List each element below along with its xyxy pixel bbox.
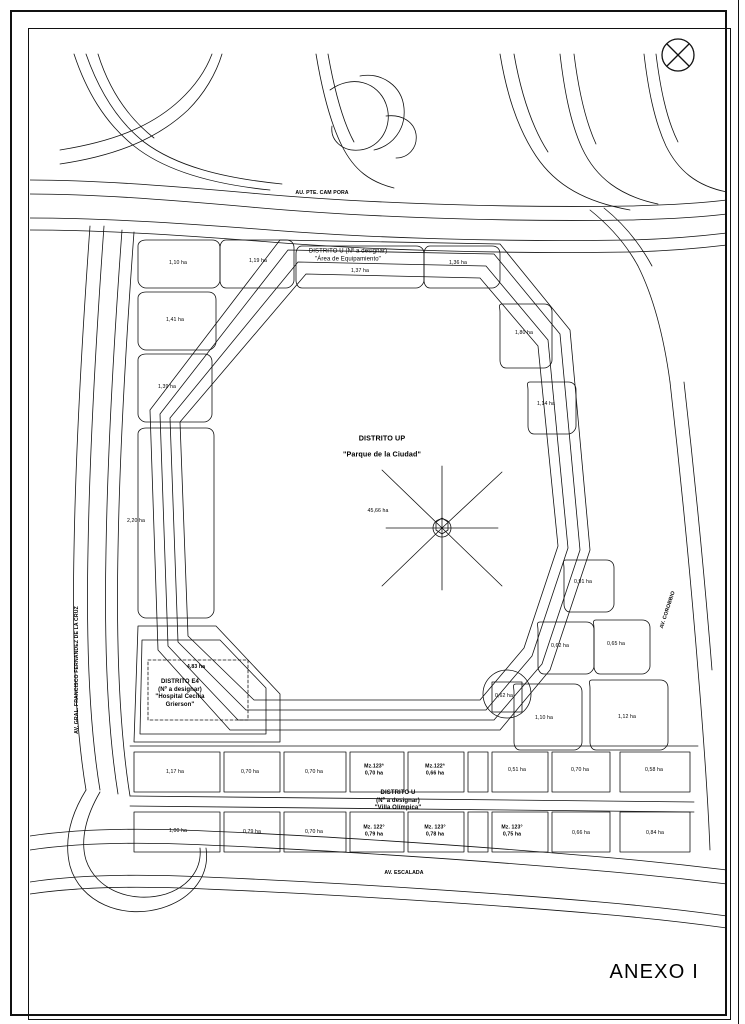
parcel-area-label: 0,51 ha — [507, 766, 527, 773]
manzana-area: 0,66 ha — [425, 770, 445, 776]
district-line: (Nº a designar) — [376, 797, 420, 804]
manzana-label — [424, 825, 445, 838]
parcel-area-label: 4,83 ha — [186, 663, 206, 670]
manzana-label — [364, 764, 384, 777]
district-line: "Hospital Cecilia — [155, 694, 205, 700]
district-line: DISTRITO E4 — [160, 679, 199, 685]
parcel-area-label: 0,79 ha — [242, 828, 262, 835]
district-label-villa-olimpica — [375, 790, 422, 813]
manzana-area: 0,75 ha — [502, 831, 522, 837]
district-title-up: DISTRITO UP — [358, 433, 406, 443]
parcel-area-label: 0,65 ha — [606, 640, 626, 647]
manzana-area: 0,70 ha — [364, 770, 384, 776]
manzana-id: Mz. 123° — [501, 824, 523, 831]
manzana-label — [501, 825, 522, 838]
district-line: Grierson" — [165, 701, 195, 708]
parcel-area-label: 1,14 ha — [536, 400, 556, 407]
manzana-area: 0,79 ha — [364, 831, 384, 837]
parcel-area-label: 1,00 ha — [168, 827, 188, 834]
road-label: AV. GRAL. FRANCISCO FERNANDEZ DE LA CRUZ — [73, 606, 80, 734]
parcel-area-label: 1,36 ha — [448, 259, 468, 266]
parcel-area-label: 1,10 ha — [534, 714, 554, 721]
district-line: "Villa Olímpica" — [374, 804, 422, 811]
parcel-area-label: 0,66 ha — [571, 829, 591, 836]
parcel-area-label: 1,37 ha — [350, 267, 370, 274]
parcel-area-label: 0,62 ha — [494, 692, 514, 699]
manzana-label — [425, 764, 445, 777]
manzana-id: Mz.122ª — [425, 763, 445, 770]
district-label-hospital — [155, 679, 204, 709]
area-label-main: 45,66 ha — [367, 507, 389, 514]
parcel-area-label: 1,17 ha — [165, 768, 185, 775]
parcel-area-label: 1,10 ha — [168, 259, 188, 266]
parcel-area-label: 1,12 ha — [617, 713, 637, 720]
district-line: "Área de Equipamiento" — [315, 256, 381, 262]
district-line: (Nº a designar) — [158, 686, 202, 693]
parcel-area-label: 1,39 ha — [157, 383, 177, 390]
district-line: DISTRITO U — [380, 789, 416, 796]
district-line: DISTRITO U (Nº a designar) — [308, 248, 388, 255]
manzana-id: Mz. 122° — [363, 824, 385, 831]
parcel-area-label: 0,91 ha — [573, 578, 593, 585]
parcel-area-label: 0,70 ha — [304, 768, 324, 775]
parcel-area-label: 2,20 ha — [126, 517, 146, 524]
page-border — [10, 10, 727, 1016]
district-subtitle-up: "Parque de la Ciudad" — [342, 449, 422, 459]
road-label: AV. COROBBIO — [658, 590, 677, 630]
road-label: AU. PTE. CAM PORA — [295, 189, 349, 196]
manzana-id: Mz. 123° — [424, 824, 446, 831]
parcel-area-label: 1,19 ha — [248, 257, 268, 264]
anexo-label: ANEXO I — [609, 961, 699, 983]
parcel-area-label: 0,58 ha — [644, 766, 664, 773]
parcel-area-label: 0,62 ha — [550, 642, 570, 649]
manzana-area: 0,78 ha — [425, 831, 445, 837]
manzana-id: Mz.123ª — [364, 763, 384, 770]
parcel-area-label: 1,41 ha — [165, 316, 185, 323]
road-label: AV. ESCALADA — [384, 869, 424, 876]
district-label-equipamiento — [309, 249, 387, 264]
map-drawing — [30, 30, 727, 935]
parcel-area-label: 0,70 ha — [570, 766, 590, 773]
page-right-edge — [738, 0, 745, 1024]
manzana-label — [363, 825, 384, 838]
parcel-area-label: 0,70 ha — [240, 768, 260, 775]
parcel-area-label: 0,70 ha — [304, 828, 324, 835]
parcel-area-label: 1,80 ha — [514, 329, 534, 336]
parcel-area-label: 0,84 ha — [645, 829, 665, 836]
